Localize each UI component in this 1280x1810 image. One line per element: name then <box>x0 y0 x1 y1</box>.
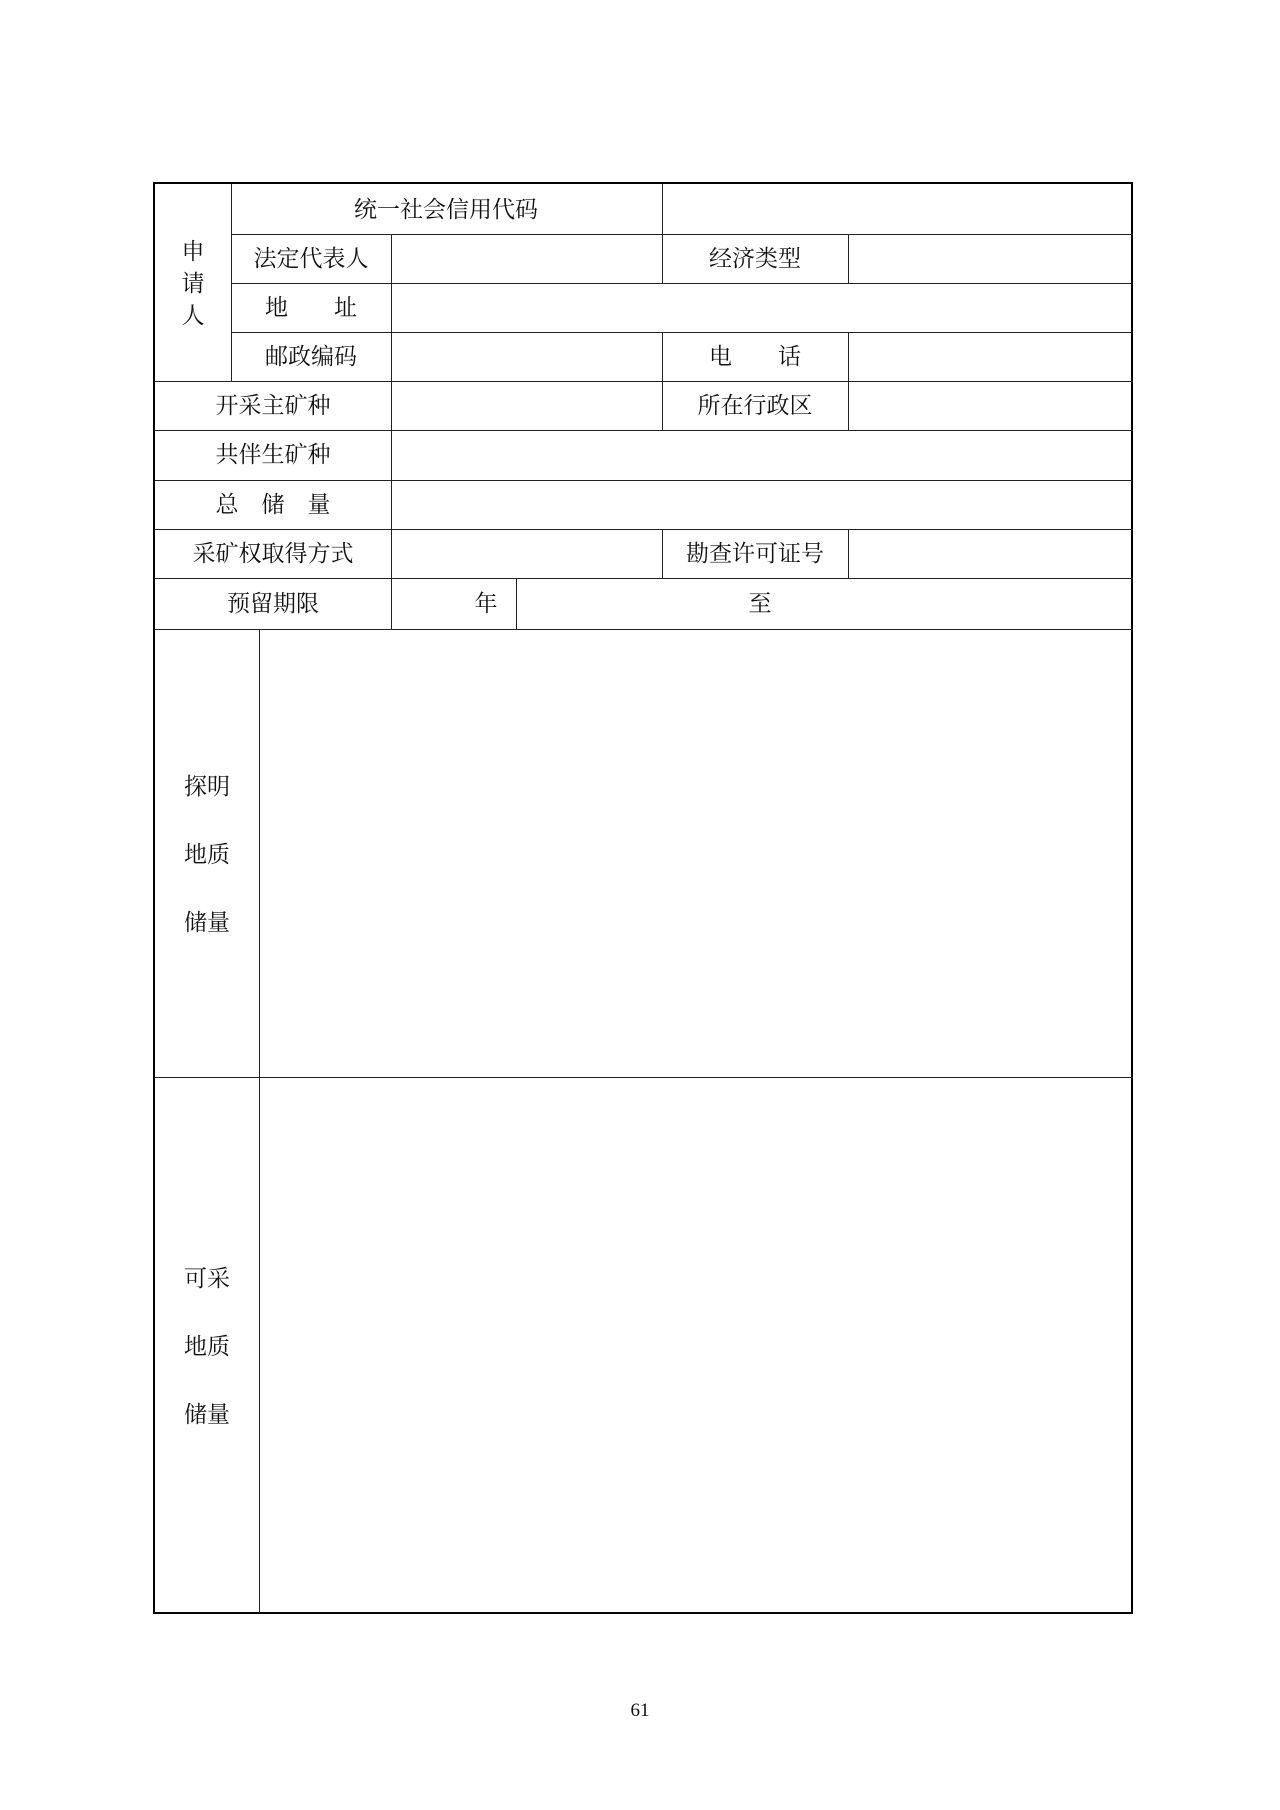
phone-field[interactable] <box>849 333 1131 381</box>
exploration-permit-field[interactable] <box>849 530 1131 578</box>
credit-code-label: 统一社会信用代码 <box>354 197 538 223</box>
main-mineral-label: 开采主矿种 <box>215 393 331 419</box>
applicant-char-2: 请 <box>181 271 205 297</box>
applicant-char-3: 人 <box>181 303 205 329</box>
retention-to-field[interactable] <box>517 579 1131 629</box>
year-label: 年 <box>474 591 498 617</box>
applicant-group-label <box>178 236 208 332</box>
mineable-line-2: 地质 <box>184 1334 230 1360</box>
col-divider <box>662 234 663 283</box>
proven-line-3: 储量 <box>184 910 230 936</box>
total-reserve-label: 总 储 量 <box>215 492 331 518</box>
admin-region-field[interactable] <box>849 382 1131 430</box>
page-number: 61 <box>630 1700 650 1721</box>
legal-rep-field[interactable] <box>392 235 662 283</box>
exploration-permit-label: 勘查许可证号 <box>686 541 824 567</box>
associated-mineral-label: 共伴生矿种 <box>215 442 331 468</box>
mineable-line-3: 储量 <box>184 1402 230 1428</box>
application-form-table <box>153 182 1133 1614</box>
total-reserve-field[interactable] <box>392 481 1131 529</box>
proven-line-2: 地质 <box>184 842 230 868</box>
legal-rep-label: 法定代表人 <box>253 246 369 272</box>
proven-reserve-field[interactable] <box>260 630 1131 1077</box>
mineable-reserve-label <box>177 1245 237 1449</box>
main-mineral-field[interactable] <box>392 382 662 430</box>
acquisition-method-label: 采矿权取得方式 <box>192 541 354 567</box>
postal-code-field[interactable] <box>392 333 662 381</box>
retention-period-label: 预留期限 <box>227 591 319 617</box>
proven-reserve-label <box>177 753 237 957</box>
postal-code-label: 邮政编码 <box>265 344 357 370</box>
col-divider <box>662 529 663 578</box>
credit-code-field[interactable] <box>663 186 1131 234</box>
admin-region-label: 所在行政区 <box>697 393 813 419</box>
proven-line-1: 探明 <box>184 774 230 800</box>
economic-type-field[interactable] <box>849 235 1131 283</box>
applicant-char-1: 申 <box>181 239 205 265</box>
mineable-line-1: 可采 <box>184 1266 230 1292</box>
economic-type-label: 经济类型 <box>709 246 801 272</box>
phone-label: 电 话 <box>709 344 801 370</box>
col-divider <box>231 184 232 381</box>
col-divider <box>662 332 663 430</box>
associated-mineral-field[interactable] <box>392 431 1131 480</box>
address-field[interactable] <box>392 284 1131 332</box>
address-label: 地 址 <box>265 295 357 321</box>
to-label: 至 <box>748 591 772 617</box>
acquisition-method-field[interactable] <box>392 530 662 578</box>
mineable-reserve-field[interactable] <box>260 1078 1131 1614</box>
